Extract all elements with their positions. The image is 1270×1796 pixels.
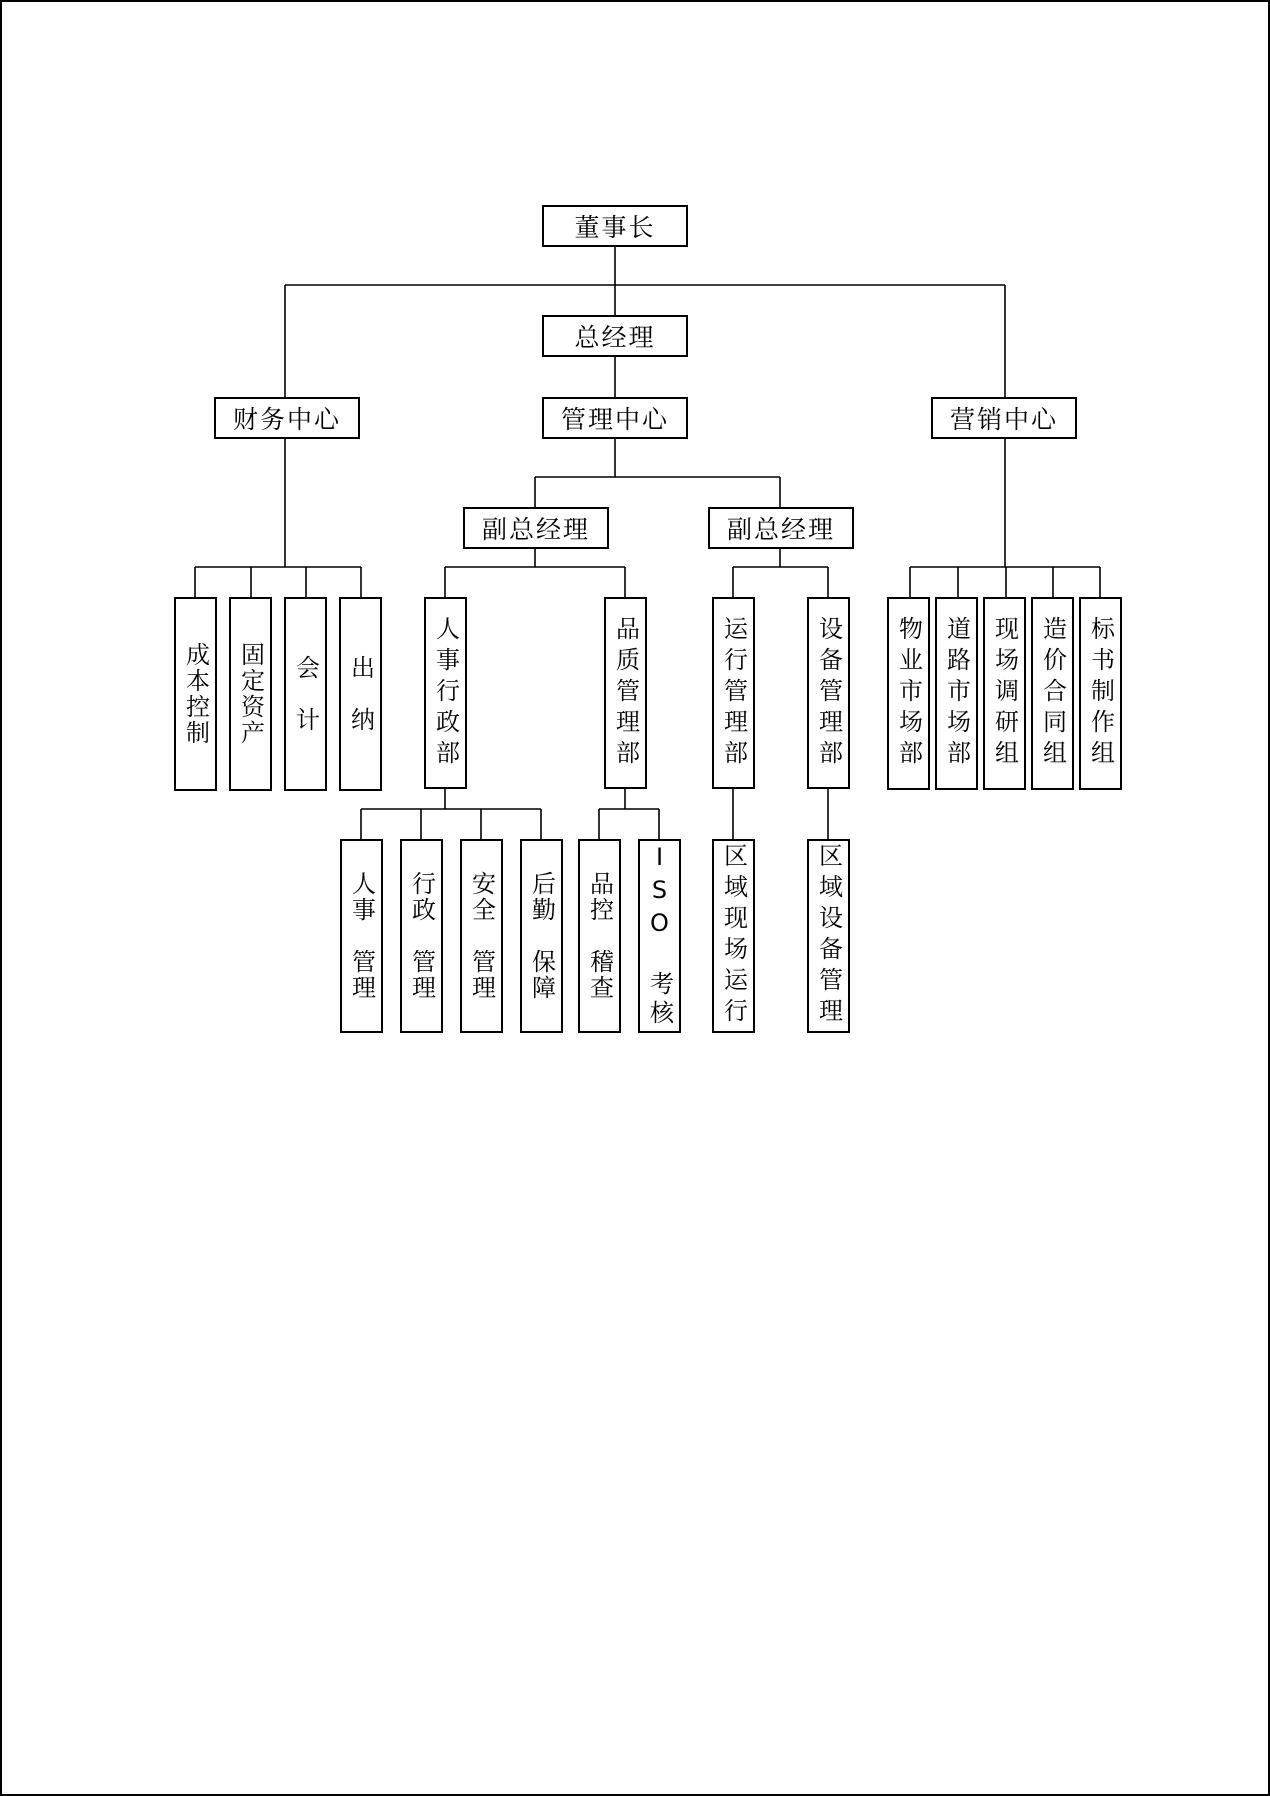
hr-unit-safety: 安全 管理 [460,839,503,1033]
management-center-box: 管理中心 [542,397,688,439]
hr-unit-logistics: 后勤 保障 [520,839,563,1033]
marketing-unit-survey: 现场调研组 [983,597,1026,790]
general-manager-box: 总经理 [542,315,688,357]
operations-dept-box: 运行管理部 [712,597,755,789]
marketing-unit-pricing: 造价合同组 [1031,597,1074,790]
finance-unit-cashier: 出 纳 [339,597,382,791]
operations-unit-site: 区域现场运行 [712,839,755,1033]
equipment-unit-management: 区域设备管理 [807,839,850,1033]
quality-unit-inspection: 品控 稽查 [578,839,621,1033]
finance-unit-accounting: 会 计 [284,597,327,791]
finance-unit-cost-control: 成本控制 [174,597,217,791]
vp-left-box: 副总经理 [463,507,609,549]
hr-admin-dept-box: 人事行政部 [424,597,467,789]
finance-unit-fixed-assets: 固定资产 [229,597,272,791]
equipment-dept-box: 设备管理部 [807,597,850,789]
chairman-box: 董事长 [542,205,688,247]
marketing-center-box: 营销中心 [931,397,1077,439]
vp-right-box: 副总经理 [708,507,854,549]
marketing-unit-property: 物业市场部 [887,597,930,790]
hr-unit-personnel: 人事 管理 [340,839,383,1033]
quality-unit-iso: ISO 考核 [638,839,681,1033]
marketing-unit-bidding: 标书制作组 [1079,597,1122,790]
marketing-unit-road: 道路市场部 [935,597,978,790]
hr-unit-administration: 行政 管理 [400,839,443,1033]
finance-center-box: 财务中心 [214,397,360,439]
quality-dept-box: 品质管理部 [604,597,647,789]
